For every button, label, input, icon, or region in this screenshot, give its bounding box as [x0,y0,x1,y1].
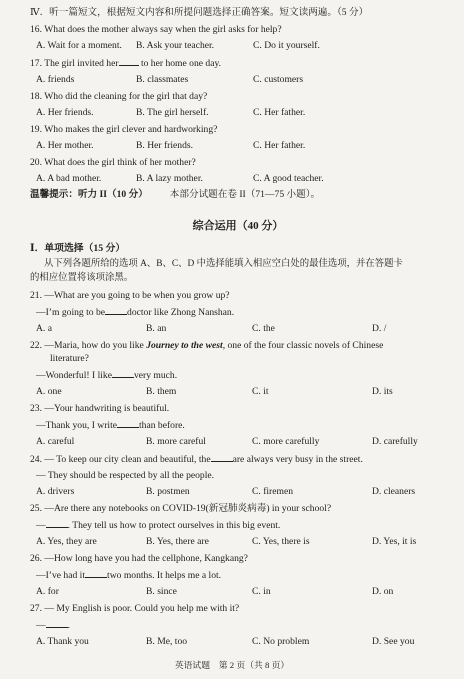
option: A. Yes, they are [36,536,97,547]
option: C. customers [253,74,304,85]
answer-blank [105,305,127,315]
option: C. Her father. [253,140,306,151]
question-27-reply: — . [36,620,70,631]
option: B. Me, too [146,636,188,647]
tip-label: 温馨提示：听力 II（10 分） [30,189,148,200]
option: A. Wait for a moment. [36,40,122,51]
option: D. on [372,586,394,597]
option: C. Yes, there is [252,536,310,547]
question-22-reply: —Wonderful! I like very much. [36,370,178,381]
question-22-cont: literature? [50,353,89,364]
options-26 [30,585,446,598]
option: B. Yes, there are [146,536,209,547]
question-22: 22. —Maria, how do you like Journey to the west, one of the four classic novels of Chinese [30,340,384,351]
option: C. firemen [252,486,294,497]
option: D. / [372,323,387,334]
option: C. the [252,323,275,334]
option: B. Her friends. [136,140,194,151]
book-title: Journey to the west [146,340,223,351]
option: D. Yes, it is [372,536,417,547]
options-18 [30,106,446,119]
listening-tip [30,188,446,201]
option: B. The girl herself. [136,107,209,118]
sub-heading: Ⅰ．单项选择（15 分） [30,243,126,254]
part4-heading: Ⅳ．听一篇短文，根据短文内容和所提问题选择正确答案。短文读两遍。（5 分） [30,7,369,18]
options-27 [30,635,446,648]
option: C. Do it yourself. [253,40,320,51]
options-24 [30,485,446,498]
answer-blank [46,618,68,628]
option: C. A good teacher. [253,173,324,184]
option: B. postmen [146,486,190,497]
option: B. an [146,323,167,334]
section-title: 综合运用（40 分） [192,220,284,232]
option: B. Ask your teacher. [136,40,215,51]
options-21 [30,322,446,335]
option: C. it [252,386,269,397]
question-27: 27. — My English is poor. Could you help me with it? [30,603,240,614]
question-21-reply: —I’m going to be doctor like Zhong Nanshan. [36,307,235,318]
option: D. its [372,386,393,397]
option: A. Thank you [36,636,89,647]
option: A. careful [36,436,75,447]
question-25: 25. —Are there any notebooks on COVID-19(新冠肺炎病毒) in your school? [30,503,332,514]
option: A. drivers [36,486,75,497]
option: C. No problem [252,636,310,647]
answer-blank [119,56,139,66]
option: B. classmates [136,74,189,85]
question-26: 26. —How long have you had the cellphone, Kangkang? [30,553,248,564]
options-20 [30,172,446,185]
answer-blank [85,568,107,578]
answer-blank [112,368,134,378]
option: C. more carefully [252,436,320,447]
option: D. cleaners [372,486,416,497]
tip-text: 本部分试题在卷 II（71—75 小题）。 [169,189,321,200]
option: A. friends [36,74,75,85]
instruction-line-1: 从下列各题所给的选项 A、B、C、D 中选择能填入相应空白处的最佳选项，并在答题卡 [44,259,403,269]
option: A. for [36,586,59,597]
question-23-reply: —Thank you, I write than before. [36,420,185,431]
options-17 [30,73,446,86]
option: D. carefully [372,436,418,447]
option: B. more careful [146,436,206,447]
question-24: 24. — To keep our city clean and beautiful, the are always very busy in the street. [30,454,363,465]
question-25-reply: — . They tell us how to protect ourselves in this big event. [36,520,281,531]
question-20: 20. What does the girl think of her mother? [30,157,196,168]
question-21: 21. —What are you going to be when you grow up? [30,290,230,301]
answer-blank [211,452,233,462]
page-footer: 英语试题 第 2 页（共 8 页） [174,660,290,670]
question-24-reply: — They should be respected by all the people. [36,470,215,481]
option: A. Her mother. [36,140,94,151]
options-22 [30,385,446,398]
option: A. Her friends. [36,107,94,118]
question-19: 19. Who makes the girl clever and hardworking? [30,124,218,135]
option: C. in [252,586,271,597]
options-16 [30,39,446,52]
options-25 [30,535,446,548]
instruction-line-2: 的相应位置将该项涂黑。 [30,273,134,283]
option: A. A bad mother. [36,173,102,184]
options-23 [30,435,446,448]
option: D. See you [372,636,415,647]
question-16: 16. What does the mother always say when the girl asks for help? [30,24,282,35]
answer-blank [117,418,139,428]
question-26-reply: —I’ve had it two months. It helps me a lot. [36,570,222,581]
answer-blank [46,518,68,528]
question-18: 18. Who did the cleaning for the girl that day? [30,91,208,102]
option: C. Her father. [253,107,306,118]
option: B. A lazy mother. [136,173,203,184]
option: B. since [146,586,177,597]
question-17: 17. The girl invited her to her home one day. [30,58,222,69]
option: B. them [146,386,177,397]
options-19 [30,139,446,152]
question-23: 23. —Your handwriting is beautiful. [30,403,170,414]
option: A. one [36,386,62,397]
option: A. a [36,323,52,334]
